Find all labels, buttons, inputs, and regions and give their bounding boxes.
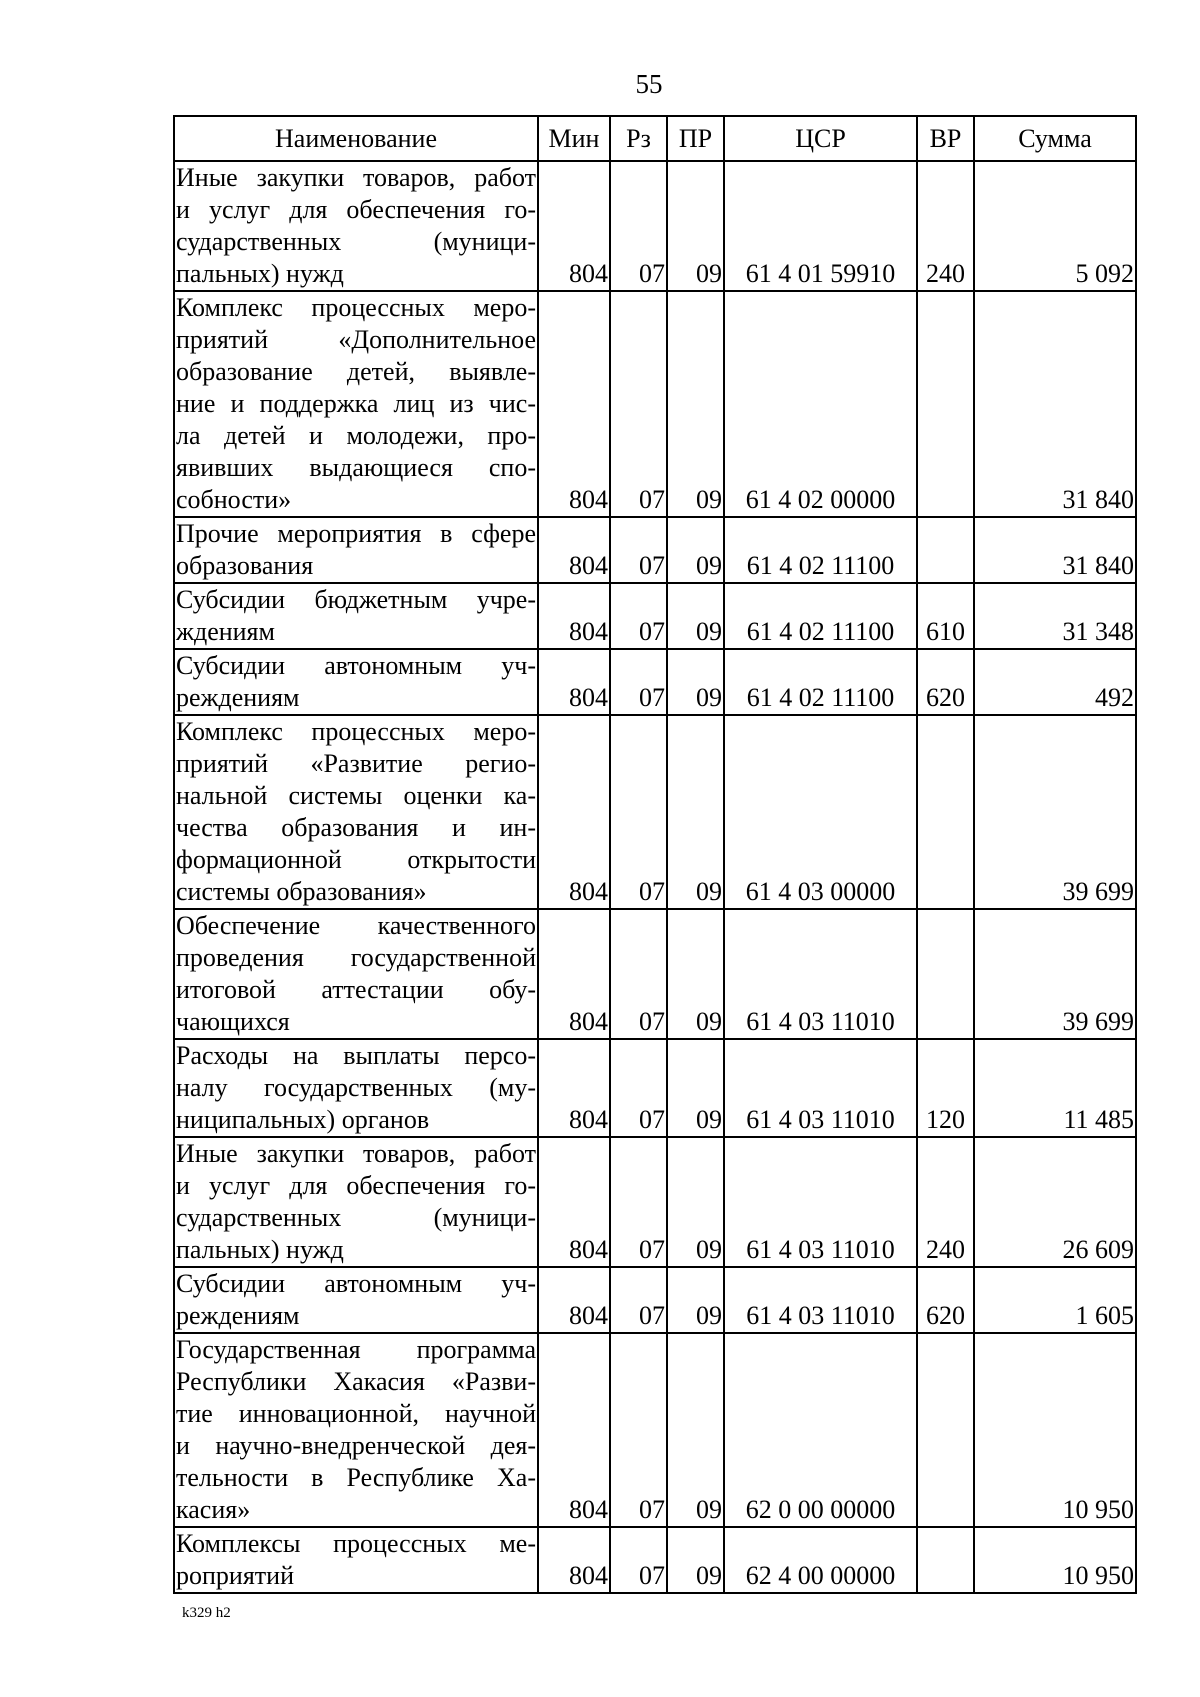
cell-vr [917, 1527, 974, 1593]
name-line: Комплекс процессных меро- [176, 717, 536, 746]
table-row [174, 1137, 1136, 1267]
cell-vr [917, 517, 974, 583]
cell-rz: 07 [610, 1267, 667, 1333]
name-line: Обеспечение качественного [176, 911, 536, 940]
name-line: тельности в Республике Ха- [176, 1463, 536, 1492]
cell-name [174, 1527, 538, 1593]
name-line: образование детей, выявле- [176, 357, 536, 386]
cell-csr: 61 4 02 11100 [724, 517, 917, 583]
cell-pr: 09 [667, 649, 724, 715]
name-line: ниципальных) органов [176, 1105, 430, 1134]
cell-min: 804 [538, 1039, 610, 1137]
cell-name [174, 1333, 538, 1527]
cell-min: 804 [538, 909, 610, 1039]
name-line: сударственных (муници- [176, 227, 536, 256]
cell-pr: 09 [667, 1267, 724, 1333]
name-line: системы образования» [176, 877, 427, 906]
name-line: итоговой аттестации обу- [176, 975, 536, 1004]
cell-csr: 61 4 02 11100 [724, 583, 917, 649]
cell-pr: 09 [667, 1039, 724, 1137]
table-row [174, 1527, 1136, 1593]
cell-pr: 09 [667, 517, 724, 583]
cell-name [174, 1039, 538, 1137]
name-line: Республики Хакасия «Разви- [176, 1367, 536, 1396]
name-line: приятий «Дополнительное [176, 325, 536, 354]
cell-min: 804 [538, 161, 610, 291]
cell-pr: 09 [667, 1527, 724, 1593]
cell-csr: 62 4 00 00000 [724, 1527, 917, 1593]
header-csr: ЦСР [724, 116, 917, 161]
cell-csr: 61 4 02 00000 [724, 291, 917, 517]
cell-sum: 10 950 [974, 1333, 1136, 1527]
cell-csr: 61 4 03 00000 [724, 715, 917, 909]
name-line: нальной системы оценки ка- [176, 781, 536, 810]
header-vr: ВР [917, 116, 974, 161]
cell-min: 804 [538, 1267, 610, 1333]
table-row [174, 291, 1136, 517]
cell-sum: 10 950 [974, 1527, 1136, 1593]
name-line: ждениям [176, 617, 275, 646]
page-number: 55 [635, 69, 663, 99]
cell-name [174, 1137, 538, 1267]
name-line: реждениям [176, 1301, 300, 1330]
name-line: и научно-внедренческой дея- [176, 1431, 536, 1460]
cell-sum: 39 699 [974, 909, 1136, 1039]
name-line: проведения государственной [176, 943, 536, 972]
name-line: Субсидии автономным уч- [176, 651, 536, 680]
name-line: роприятий [176, 1561, 294, 1590]
name-line: Субсидии бюджетным учре- [176, 585, 536, 614]
cell-vr: 610 [917, 583, 974, 649]
cell-rz: 07 [610, 1333, 667, 1527]
table-row [174, 1267, 1136, 1333]
cell-csr: 61 4 03 11010 [724, 1267, 917, 1333]
cell-rz: 07 [610, 161, 667, 291]
name-line: реждениям [176, 683, 300, 712]
name-line: сударственных (муници- [176, 1203, 536, 1232]
cell-csr: 62 0 00 00000 [724, 1333, 917, 1527]
cell-sum: 31 348 [974, 583, 1136, 649]
cell-min: 804 [538, 517, 610, 583]
cell-name [174, 715, 538, 909]
name-line: приятий «Развитие регио- [176, 749, 536, 778]
table-row [174, 583, 1136, 649]
name-line: явивших выдающиеся спо- [176, 453, 536, 482]
cell-vr: 240 [917, 161, 974, 291]
table-row [174, 1333, 1136, 1527]
budget-table [173, 115, 1137, 1594]
header-pr: ПР [667, 116, 724, 161]
name-line: Иные закупки товаров, работ [176, 1139, 536, 1168]
cell-sum: 39 699 [974, 715, 1136, 909]
cell-vr: 120 [917, 1039, 974, 1137]
name-line: касия» [176, 1495, 251, 1524]
name-line: Иные закупки товаров, работ [176, 163, 536, 192]
cell-min: 804 [538, 1333, 610, 1527]
cell-csr: 61 4 03 11010 [724, 1137, 917, 1267]
cell-rz: 07 [610, 291, 667, 517]
name-line: и услуг для обеспечения го- [176, 195, 536, 224]
name-line: пальных) нужд [176, 1235, 344, 1264]
name-line: налу государственных (му- [176, 1073, 536, 1102]
table-row [174, 909, 1136, 1039]
cell-min: 804 [538, 1527, 610, 1593]
cell-pr: 09 [667, 715, 724, 909]
name-line: Субсидии автономным уч- [176, 1269, 536, 1298]
cell-min: 804 [538, 1137, 610, 1267]
cell-name [174, 909, 538, 1039]
cell-pr: 09 [667, 291, 724, 517]
cell-rz: 07 [610, 1137, 667, 1267]
cell-rz: 07 [610, 909, 667, 1039]
table-header-row [174, 116, 1136, 161]
cell-sum: 5 092 [974, 161, 1136, 291]
cell-csr: 61 4 03 11010 [724, 909, 917, 1039]
cell-sum: 11 485 [974, 1039, 1136, 1137]
cell-rz: 07 [610, 649, 667, 715]
cell-name [174, 291, 538, 517]
cell-min: 804 [538, 291, 610, 517]
cell-rz: 07 [610, 715, 667, 909]
name-line: Комплекс процессных меро- [176, 293, 536, 322]
name-line: Комплексы процессных ме- [176, 1529, 536, 1558]
cell-pr: 09 [667, 583, 724, 649]
cell-csr: 61 4 02 11100 [724, 649, 917, 715]
cell-pr: 09 [667, 1137, 724, 1267]
name-line: собности» [176, 485, 292, 514]
name-line: чающихся [176, 1007, 290, 1036]
name-line: и услуг для обеспечения го- [176, 1171, 536, 1200]
cell-vr [917, 1333, 974, 1527]
name-line: формационной открытости [176, 845, 536, 874]
cell-name [174, 161, 538, 291]
cell-rz: 07 [610, 1039, 667, 1137]
name-line: тие инновационной, научной [176, 1399, 536, 1428]
cell-pr: 09 [667, 1333, 724, 1527]
name-line: ла детей и молодежи, про- [176, 421, 536, 450]
cell-sum: 26 609 [974, 1137, 1136, 1267]
name-line: Расходы на выплаты персо- [176, 1041, 536, 1070]
cell-rz: 07 [610, 517, 667, 583]
name-line: пальных) нужд [176, 259, 344, 288]
header-name: Наименование [174, 116, 538, 161]
cell-pr: 09 [667, 161, 724, 291]
cell-rz: 07 [610, 583, 667, 649]
cell-vr: 620 [917, 1267, 974, 1333]
cell-min: 804 [538, 715, 610, 909]
cell-name [174, 1267, 538, 1333]
cell-sum: 31 840 [974, 517, 1136, 583]
cell-vr [917, 715, 974, 909]
table-body [174, 161, 1136, 1593]
cell-vr [917, 909, 974, 1039]
cell-pr: 09 [667, 909, 724, 1039]
table-row [174, 1039, 1136, 1137]
table-row [174, 517, 1136, 583]
name-line: ние и поддержка лиц из чис- [176, 389, 536, 418]
cell-name [174, 583, 538, 649]
cell-vr: 620 [917, 649, 974, 715]
cell-min: 804 [538, 649, 610, 715]
header-rz: Рз [610, 116, 667, 161]
cell-vr: 240 [917, 1137, 974, 1267]
cell-min: 804 [538, 583, 610, 649]
cell-name [174, 649, 538, 715]
name-line: чества образования и ин- [176, 813, 536, 842]
cell-sum: 492 [974, 649, 1136, 715]
cell-sum: 1 605 [974, 1267, 1136, 1333]
cell-vr [917, 291, 974, 517]
table-row [174, 715, 1136, 909]
cell-rz: 07 [610, 1527, 667, 1593]
name-line: Прочие мероприятия в сфере [176, 519, 536, 548]
cell-csr: 61 4 03 11010 [724, 1039, 917, 1137]
table-row [174, 161, 1136, 291]
name-line: образования [176, 551, 314, 580]
footer-code: k329 h2 [182, 1605, 231, 1621]
header-sum: Сумма [974, 116, 1136, 161]
table-row [174, 649, 1136, 715]
cell-csr: 61 4 01 59910 [724, 161, 917, 291]
cell-name [174, 517, 538, 583]
header-min: Мин [538, 116, 610, 161]
name-line: Государственная программа [176, 1335, 536, 1364]
cell-sum: 31 840 [974, 291, 1136, 517]
